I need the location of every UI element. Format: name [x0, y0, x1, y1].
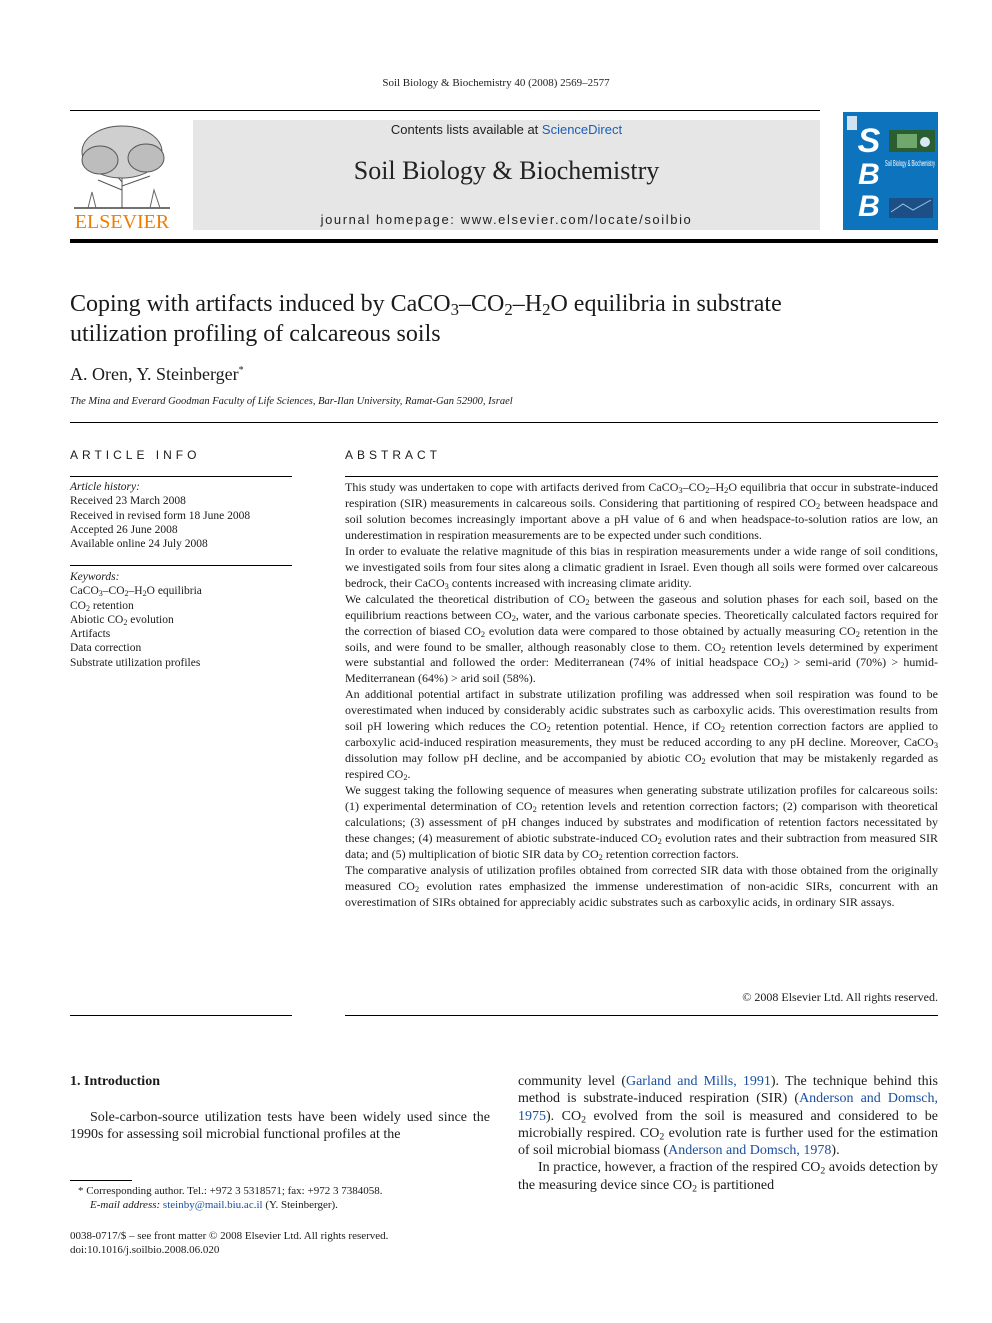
journal-homepage[interactable]: journal homepage: www.elsevier.com/locate/soilbio: [320, 212, 693, 227]
reference-link[interactable]: Garland and Mills, 1991: [625, 1074, 771, 1089]
journal-cover: [843, 112, 938, 230]
keyword-item: $CO_2$ retention: [70, 599, 134, 613]
header-bottom-rule: [70, 239, 938, 243]
author-names: A. Oren, Y. Steinberger: [70, 364, 239, 384]
keywords-rule: [70, 565, 292, 566]
intro-paragraph-2: In practice, however, a fraction of the respired $CO_2$ avoids detection by the measuring device since $CO_2$ is partitioned: [518, 1160, 938, 1195]
abstract-paragraph: We suggest taking the following sequence of measures when generating substrate utilization profiles for calcareous soils: (1) experimental determination of $CO_2$ retention levels and retention correction factors; (2) comparison with theoretical calculations; (3) assessment of pH changes induced by substrates and modification of retention factors necessitated by these changes; (4) measurement of abiotic substrate-induced $CO_2$ evolution rates and their subtraction from measured SIR data; and (5) multiplication of biotic SIR data by $CO_2$ retention correction factors.: [345, 783, 938, 863]
body-column-2: [518, 1073, 938, 1194]
issn-line: 0038-0717/$ – see front matter © 2008 Elsevier Ltd. All rights reserved.: [70, 1230, 389, 1242]
history-online: Available online 24 July 2008: [70, 538, 208, 551]
title-line-1: Coping with artifacts induced by $CaCO_3-CO_2-H_2O$ equilibria in substrate: [70, 291, 782, 320]
abstract-paragraph: An additional potential artifact in substrate utilization profiling was addressed when soil respiration was found to be overestimated when induced by considerably acidic substrates such as carboxylic acids. This overestimation results from soil pH lowering which reduces the $CO_2$ retention potential. Hence, if $CO_2$ retention correction factors are applied to carboxylic acid-induced respiration measurements, they must be reduced according to any pH decline. Moreover, CaCO$_3$ dissolution may follow pH decline, and be accompanied by abiotic $CO_2$ evolution that may be mistakenly regarded as respired $CO_2$.: [345, 687, 938, 783]
abstract-heading: ABSTRACT: [345, 448, 442, 462]
abstract-copyright: © 2008 Elsevier Ltd. All rights reserved.: [742, 990, 938, 1004]
journal-citation: Soil Biology & Biochemistry 40 (2008) 2569–2577: [382, 77, 610, 89]
footnote-rule: [70, 1180, 132, 1181]
cover-letter-b1: B: [858, 158, 880, 191]
journal-cover-image: [843, 112, 938, 230]
article-title: [70, 289, 930, 349]
section-heading-introduction: 1. Introduction: [70, 1074, 160, 1089]
elsevier-wordmark: ELSEVIER: [74, 211, 170, 233]
article-history: [70, 480, 292, 551]
keyword-item: Data correction: [70, 642, 142, 655]
reference-link[interactable]: Anderson and Domsch, 1975: [518, 1091, 939, 1124]
history-revised: Received in revised form 18 June 2008: [70, 509, 251, 522]
cover-letter-s: S: [857, 122, 881, 160]
reference-link[interactable]: Anderson and Domsch, 1978: [668, 1143, 832, 1159]
header-top-rule: [70, 110, 820, 111]
affiliation: The Mina and Everard Goodman Faculty of Life Sciences, Bar-Ilan University, Ramat-Gan 52900, Israel: [70, 396, 513, 407]
abstract-rule: [345, 476, 938, 477]
article-info-heading: ARTICLE INFO: [70, 448, 201, 462]
abstract-paragraph: We calculated the theoretical distribution of $CO_2$ between the gaseous and solution phases for each soil, based on the equilibrium reactions between $CO_2$, water, and the various carbonate species. Theoretically calculated factors required for the correction of biased $CO_2$ evolution data were compared to those obtained by actually measuring $CO_2$ retention in the soils, and were found to be smaller, although reasonably close to them. $CO_2$ retention levels determined by experiment were substantial and followed the order: Mediterranean (74% of initial headspace $CO_2$) > semi-arid (70%) > humid-Mediterranean (64%) > arid soil (58%).: [345, 591, 939, 686]
abstract-paragraph: In order to evaluate the relative magnitude of this bias in respiration measurements under a wide range of soil conditions, we investigated soils from four sites along a climatic gradient in Israel. Even though all soils were formed over calcareous bedrock, their CaCO$_3$ contents increased with increasing climate aridity.: [345, 543, 938, 591]
keyword-item: Abiotic $CO_2$ evolution: [70, 613, 174, 627]
keywords-label: Keywords:: [70, 571, 120, 583]
abstract-bottom-rule: [345, 1015, 938, 1016]
authors: [70, 364, 244, 385]
journal-title: Soil Biology & Biochemistry: [353, 156, 660, 185]
email-link[interactable]: steinby@mail.biu.ac.il: [162, 1199, 263, 1211]
history-label: Article history:: [70, 481, 140, 493]
article-info-bottom-rule: [70, 1015, 292, 1016]
sciencedirect-link[interactable]: ScienceDirect: [541, 122, 623, 137]
history-accepted: Accepted 26 June 2008: [70, 523, 178, 536]
history-received: Received 23 March 2008: [70, 495, 186, 508]
keywords: [70, 570, 292, 670]
cover-title-text: Soil Biology & Biochemistry: [885, 159, 935, 168]
intro-paragraph-continued: community level (Garland and Mills, 1991). The technique behind this method is substrate-induced respiration (SIR) (Anderson and Domsch, 1975). $CO_2$ evolved from the soil is measured and considered to be microbially respired. $CO_2$ evolution rate is further used for the estimation of soil microbial biomass (Anderson and Domsch, 1978).: [518, 1074, 939, 1159]
title-line-2: utilization profiling of calcareous soils: [70, 321, 441, 347]
elsevier-logo: [70, 120, 174, 232]
doi-line[interactable]: doi:10.1016/j.soilbio.2008.06.020: [70, 1244, 220, 1256]
keyword-item: $CaCO_3-CO_2-H_2O$ equilibria: [70, 585, 202, 599]
journal-banner: [193, 120, 820, 230]
corresponding-mark[interactable]: *: [238, 365, 244, 376]
keyword-item: Artifacts: [70, 628, 111, 641]
abstract-paragraph: The comparative analysis of utilization profiles obtained from corrected SIR data with those obtained from the originally measured $CO_2$ evolution rates emphasized the immense underestimation of non-acidic SIRs, concurrent with an overestimation of SIRs obtained for appreciably acidic substrates such as carboxylic acids, in ordinary SIR assays.: [345, 862, 938, 909]
cover-letter-b2: B: [858, 190, 880, 223]
article-info-rule: [70, 476, 292, 477]
keyword-item: Substrate utilization profiles: [70, 656, 201, 669]
contents-prefix: Contents lists available at: [390, 122, 542, 137]
intro-paragraph: Sole-carbon-source utilization tests have been widely used since the 1990s for assessing soil microbial functional profiles at the: [70, 1110, 490, 1143]
corresponding-footnote: * Corresponding author. Tel.: +972 3 5318571; fax: +972 3 7384058. E-mail address: steinby@mail.biu.ac.il (Y. Steinberger).: [78, 1185, 383, 1211]
abstract-paragraph: This study was undertaken to cope with artifacts derived from $CaCO_3-CO_2-H_2O$ equilibria that occur in substrate-induced respiration (SIR) measurements in calcareous soils. Considering that partitioning of respired $CO_2$ between headspace and soil solution becomes increasingly important above a pH value of 6 and when headspace-to-solution ratios are low, an underestimation in respiration measurements are to be expected under such conditions.: [345, 480, 939, 542]
affiliation-rule: [70, 422, 938, 423]
contents-line: [193, 122, 820, 137]
elsevier-tree-icon: [70, 120, 174, 232]
abstract-body: [345, 480, 938, 911]
